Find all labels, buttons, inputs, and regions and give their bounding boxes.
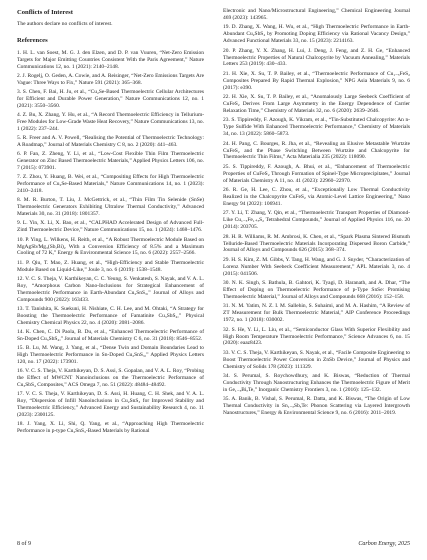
reference-item: 20. P. Zhang, Y. X. Zhang, H. Lui, J. Deng, J. Feng, and Z. H. Ge, “Enhanced Thermoelectric Properties of Natural Chalcopyrite by Vacuum Annealing,” Materials Letters 253 (2019): 430–433.	[223, 47, 410, 68]
reference-item: 4. Z. Bu, X. Zhang, Y. Hu, et al., “A Record Thermoelectric Efficiency in Tellurium-Free Modules for Low-Grade Waste Heat Recovery,” Nature Communications 13, no. 1 (2022): 237–244.	[17, 112, 204, 133]
reference-item: 1. H. L. van Soest, M. G. J. den Elzen, and D. P. van Vuuren, “Net-Zero Emission Targets for Major Emitting Countries Consistent With the Paris Agreement,” Nature Communications 12, no. 1 (2021): 2140–2148.	[17, 50, 204, 70]
reference-item: Electronic and Nano/Microstructural Engineering,” Chemical Engineering Journal 469 (2023): 143965.	[223, 8, 410, 21]
reference-item: 35. A. Banik, B. Vishal, S. Perumal, R. Datta, and K. Biswas, “The Origin of Low Thermal Conductivity in Sn₁₋ₓSbₓTe: Phonon Scattering via Layered Intergrowth Nanostructures,” Energy & Environmental Science 9, no. 6 (2016): 2011–2019.	[223, 396, 410, 417]
reference-item: 14. K. Chen, C. Di Paola, B. Du, et al., “Enhanced Thermoelectric Performance of Sn-Doped Cu₃SbS₄,” Journal of Materials Chemistry C 6, no. 31 (2018): 8546–8552.	[17, 328, 204, 342]
reference-item: 27. Y. Li, T. Zhang, Y. Qin, et al., “Thermoelectric Transport Properties of Diamond-Like Cu₁₋ₓFe₁₊ₓS₂ Tetrahedral Compounds,” Journal of Applied Physics 116, no. 20 (2014): 203705.	[223, 210, 410, 231]
reference-item: 13. T. Tanishita, K. Suekuni, H. Nishiate, C. H. Lee, and M. Ohtaki, “A Strategy for Boosting the Thermoelectric Performance of Famatinite Cu₃SbS₄,” Physical Chemistry Chemical Physics 22, no. 4 (2020): 2081–2086.	[17, 305, 204, 326]
reference-item: 21. H. Xie, X. Su, T. P. Bailey, et al., “Thermoelectric Performance of Cu₁₋ₓFeS₂ Composites Prepared By Rapid Thermal Explosion,” NPG Asia Materials 9, no. 6 (2017): e390.	[223, 70, 410, 91]
conflicts-heading: Conflicts of Interest	[17, 9, 73, 16]
reference-item: 10. P. Ying, L. Wilkens, H. Reith, et al., “A Robust Thermoelectric Module Based on MgAgSb/Mg₃(Sb,Bi)₂ With a Conversion Efficiency of 8.5% and a Maximum Cooling of 72 K,” Energy & Environmental Science 15, no. 6 (2022): 2557–2566.	[17, 236, 204, 257]
reference-item: 11. P. Qiu, T. Mao, Z. Huang, et al., “High-Efficiency and Stable Thermoelectric Module Based on Liquid-Like,” Joule 3, no. 6 (2019): 1538–1548.	[17, 259, 204, 273]
reference-item: 24. H. Pang, C. Bourges, R. Jha, et al., “Revealing an Elusive Metastable Wurtzite CuFeS₂ and the Phase Switching Between Wurtzite and Chalcopyrite for Thermoelectric Thin Films,” Acta Materialia 235 (2022): 118090.	[223, 140, 410, 161]
reference-item: 17. V. C. S. Theja, V. Karthikeyan, D. S. Assi, H. Huang, C. H. Shek, and V. A. L. Roy, “Dispersion of Infill Nanoinclusions in Cu₂SnS₃ for Improved Stability and Thermoelectric Efficiency,” Advanced Energy and Sustainability Research 4, no. 11 (2023): 2300125.	[17, 390, 204, 418]
conflicts-text: The authors declare no conflicts of interest.	[17, 21, 113, 27]
page-number: 8 of 9	[17, 541, 31, 547]
reference-item: 18. J. Yang, X. Li, Shi, Q. Yang, et al., “Approaching High Thermoelectric Performance in p-type Cu₂SnS₃-Based Materials by Rational	[17, 420, 204, 434]
reference-item: 32. S. He, Y. Li, L. Liu, et al., “Semiconductor Glass With Superior Flexibility and High Room Temperature Thermoelectric Performance,” Science Advances 6, no. 15 (2020): eaaz8423.	[223, 326, 410, 347]
reference-item: 3. S. Chen, F. Bai, H. Ju, et al., “Cu₂Se-Based Thermoelectric Cellular Architectures for Efficient and Durable Power Generation,” Nature Communications 12, no. 1 (2021): 3550–3560.	[17, 89, 204, 110]
reference-item: 5. R. Freer and A. V. Powell, “Realising the Potential of Thermoelectric Technology: A Roadmap,” Journal of Materials Chemistry C 8, no. 2 (2020): 441–463.	[17, 135, 204, 149]
reference-item: 9. L. Yin, X. Li, X. Bao, et al., “CALPHAD Accelerated Design of Advanced Full-Zintl Thermoelectric Device,” Nature Communications 15, no. 1 (2024): 1468–1476.	[17, 220, 204, 234]
left-reference-list	[17, 50, 204, 435]
reference-item: 22. H. Xie, X. Su, T. P. Bailey, et al., “Anomalously Large Seebeck Coefficient of CuFeS₂ Derives From Large Asymmetry in the Energy Dependence of Carrier Relaxation Time,” Chemistry of Materials 32, no. 6 (2020): 2639–2646.	[223, 94, 410, 114]
references-heading: References	[17, 37, 48, 44]
reference-item: 7. Z. Zhou, Y. Huang, B. Wei, et al., “Compositing Effects for High Thermoelectric Performance of Cu₂Se-Based Materials,” Nature Communications 14, no. 1 (2023): 2410–2418.	[17, 174, 204, 195]
reference-item: 34. S. Perumal, S. Roychowdhury, and K. Biswas, “Reduction of Thermal Conductivity Through Nanostructuring Enhances the Thermoelectric Figure of Merit in Ge₁₋ₓBiₓTe,” Inorganic Chemistry Frontiers 3, no. 1 (2016): 125–132.	[223, 373, 410, 393]
reference-item: 16. V. C. S. Theja, V. Karthikeyan, D. S. Assi, S. Gopalan, and V. A. L. Roy, “Probing the Effect of MWCNT Nanoinclusions on the Thermoelectric Performance of Cu₃SbS₄ Composites,” ACS Omega 7, no. 51 (2022): 48484–48492.	[17, 367, 204, 388]
reference-item: 2. J. Rogelj, O. Geden, A. Cowie, and A. Reisinger, “Net-Zero Emissions Targets Are Vague: Three Ways to Fix,” Nature 591 (2021): 365–368.	[17, 73, 204, 86]
right-column	[223, 8, 410, 420]
right-reference-list	[223, 8, 410, 417]
reference-item: 25. S. Tippireddy, F. Azough, A. Bhui, et al., “Enhancement of Thermoelectric Properties of CuFeS₂ Through Formation of Spinel-Type Microprecipitates,” Journal of Materials Chemistry A 11, no. 41 (2023): 22960–22970.	[223, 163, 410, 184]
reference-item: 30. N. K. Singh, S. Bathula, B. Gahtori, K. Tyagi, D. Haranath, and A. Dhar, “The Effect of Doping on Thermoelectric Performance of p-Type SnSe: Promising Thermoelectric Material,” Journal of Alloys and Compounds 668 (2016): 152–158.	[223, 280, 410, 300]
reference-item: 12. V. C. S. Theja, V. Karthikeyan, C. C. Yeung, S. Venkatesh, S. Nayak, and V. A. L. Roy, “Amorphous Carbon Nano-Inclusions for Strategical Enhancement of Thermoelectric Performance in Earth-Abundant Cu₂SnS₃,” Journal of Alloys and Compounds 900 (2022): 163433.	[17, 275, 204, 303]
reference-item: 28. H. R. Williams, R. M. Ambrosi, K. Chen, et al., “Spark Plasma Sintered Bismuth Telluride-Based Thermoelectric Materials Incorporating Dispersed Boron Carbide,” Journal of Alloys and Compounds 626 (2015): 368–374.	[223, 233, 410, 254]
reference-item: 26. R. Ge, H. Lee, C. Zhou, et al., “Exceptionally Low Thermal Conductivity Realized in the Chalcopyrite CuFeS₂ via Atomic-Level Lattice Engineering,” Nano Energy 94 (2022): 106941.	[223, 187, 410, 207]
reference-item: 19. D. Zhang, X. Wang, H. Wu, et al., “High Thermoelectric Performance in Earth-Abundant Cu₂SbS₄ by Promoting Doping Efficiency via Rational Vacancy Design,” Advanced Functional Materials 33, no. 15 (2023): 2214163.	[223, 24, 410, 45]
left-column	[17, 9, 204, 437]
reference-item: 6. P. Fan, Z. Zheng, Y. Li, et al., “Low-Cost Flexible Thin Film Thermoelectric Generator on Zinc Based Thermoelectric Materials,” Applied Physics Letters 106, no. 7 (2015): 073901.	[17, 151, 204, 172]
reference-item: 29. H. S. Kim, Z. M. Gibbs, Y. Tang, H. Wang, and G. J. Snyder, “Characterization of Lorenz Number With Seebeck Coefficient Measurement,” APL Materials 3, no. 4 (2015): 041506.	[223, 256, 410, 277]
reference-item: 31. N. M. Yatim, N. Z. I. M. Sallehin, S. Suhaimi, and M. A. Hashim, “A Review of ZT Measurement for Bulk Thermoelectric Material,” AIP Conference Proceedings 1972, no. 1 (2018): 030002.	[223, 303, 410, 324]
reference-item: 23. S. Tippireddy, F. Azough, K. Vikram, et al., “Tin-Substituted Chalcopyrite: An n-Type Sulfide With Enhanced Thermoelectric Performance,” Chemistry of Materials 34, no. 13 (2022): 5860–5873.	[223, 117, 410, 138]
reference-item: 33. V. C. S. Theja, V. Karthikeyan, S. Nayak, et al., “Facile Composite Engineering to Boost Thermoelectric Power Conversion in ZnSb Device,” Journal of Physics and Chemistry of Solids 178 (2023): 111329.	[223, 349, 410, 370]
reference-item: 15. B. Lu, M. Wang, J. Yang, et al., “Dense Twin and Domain Boundaries Lead to High Thermoelectric Performance in Sn-Doped Cu₂SnS₃,” Applied Physics Letters 120, no. 17 (2022): 173901.	[17, 344, 204, 365]
reference-item: 8. M. R. Burton, T. Liu, J. McGettrick, et al., “Thin Film Tin Selenide (SnSe) Thermoelectric Generators Exhibiting Ultralow Thermal Conductivity,” Advanced Materials 30, no. 31 (2018): 1801357.	[17, 197, 204, 218]
journal-footer: Carbon Energy, 2025	[358, 541, 410, 547]
